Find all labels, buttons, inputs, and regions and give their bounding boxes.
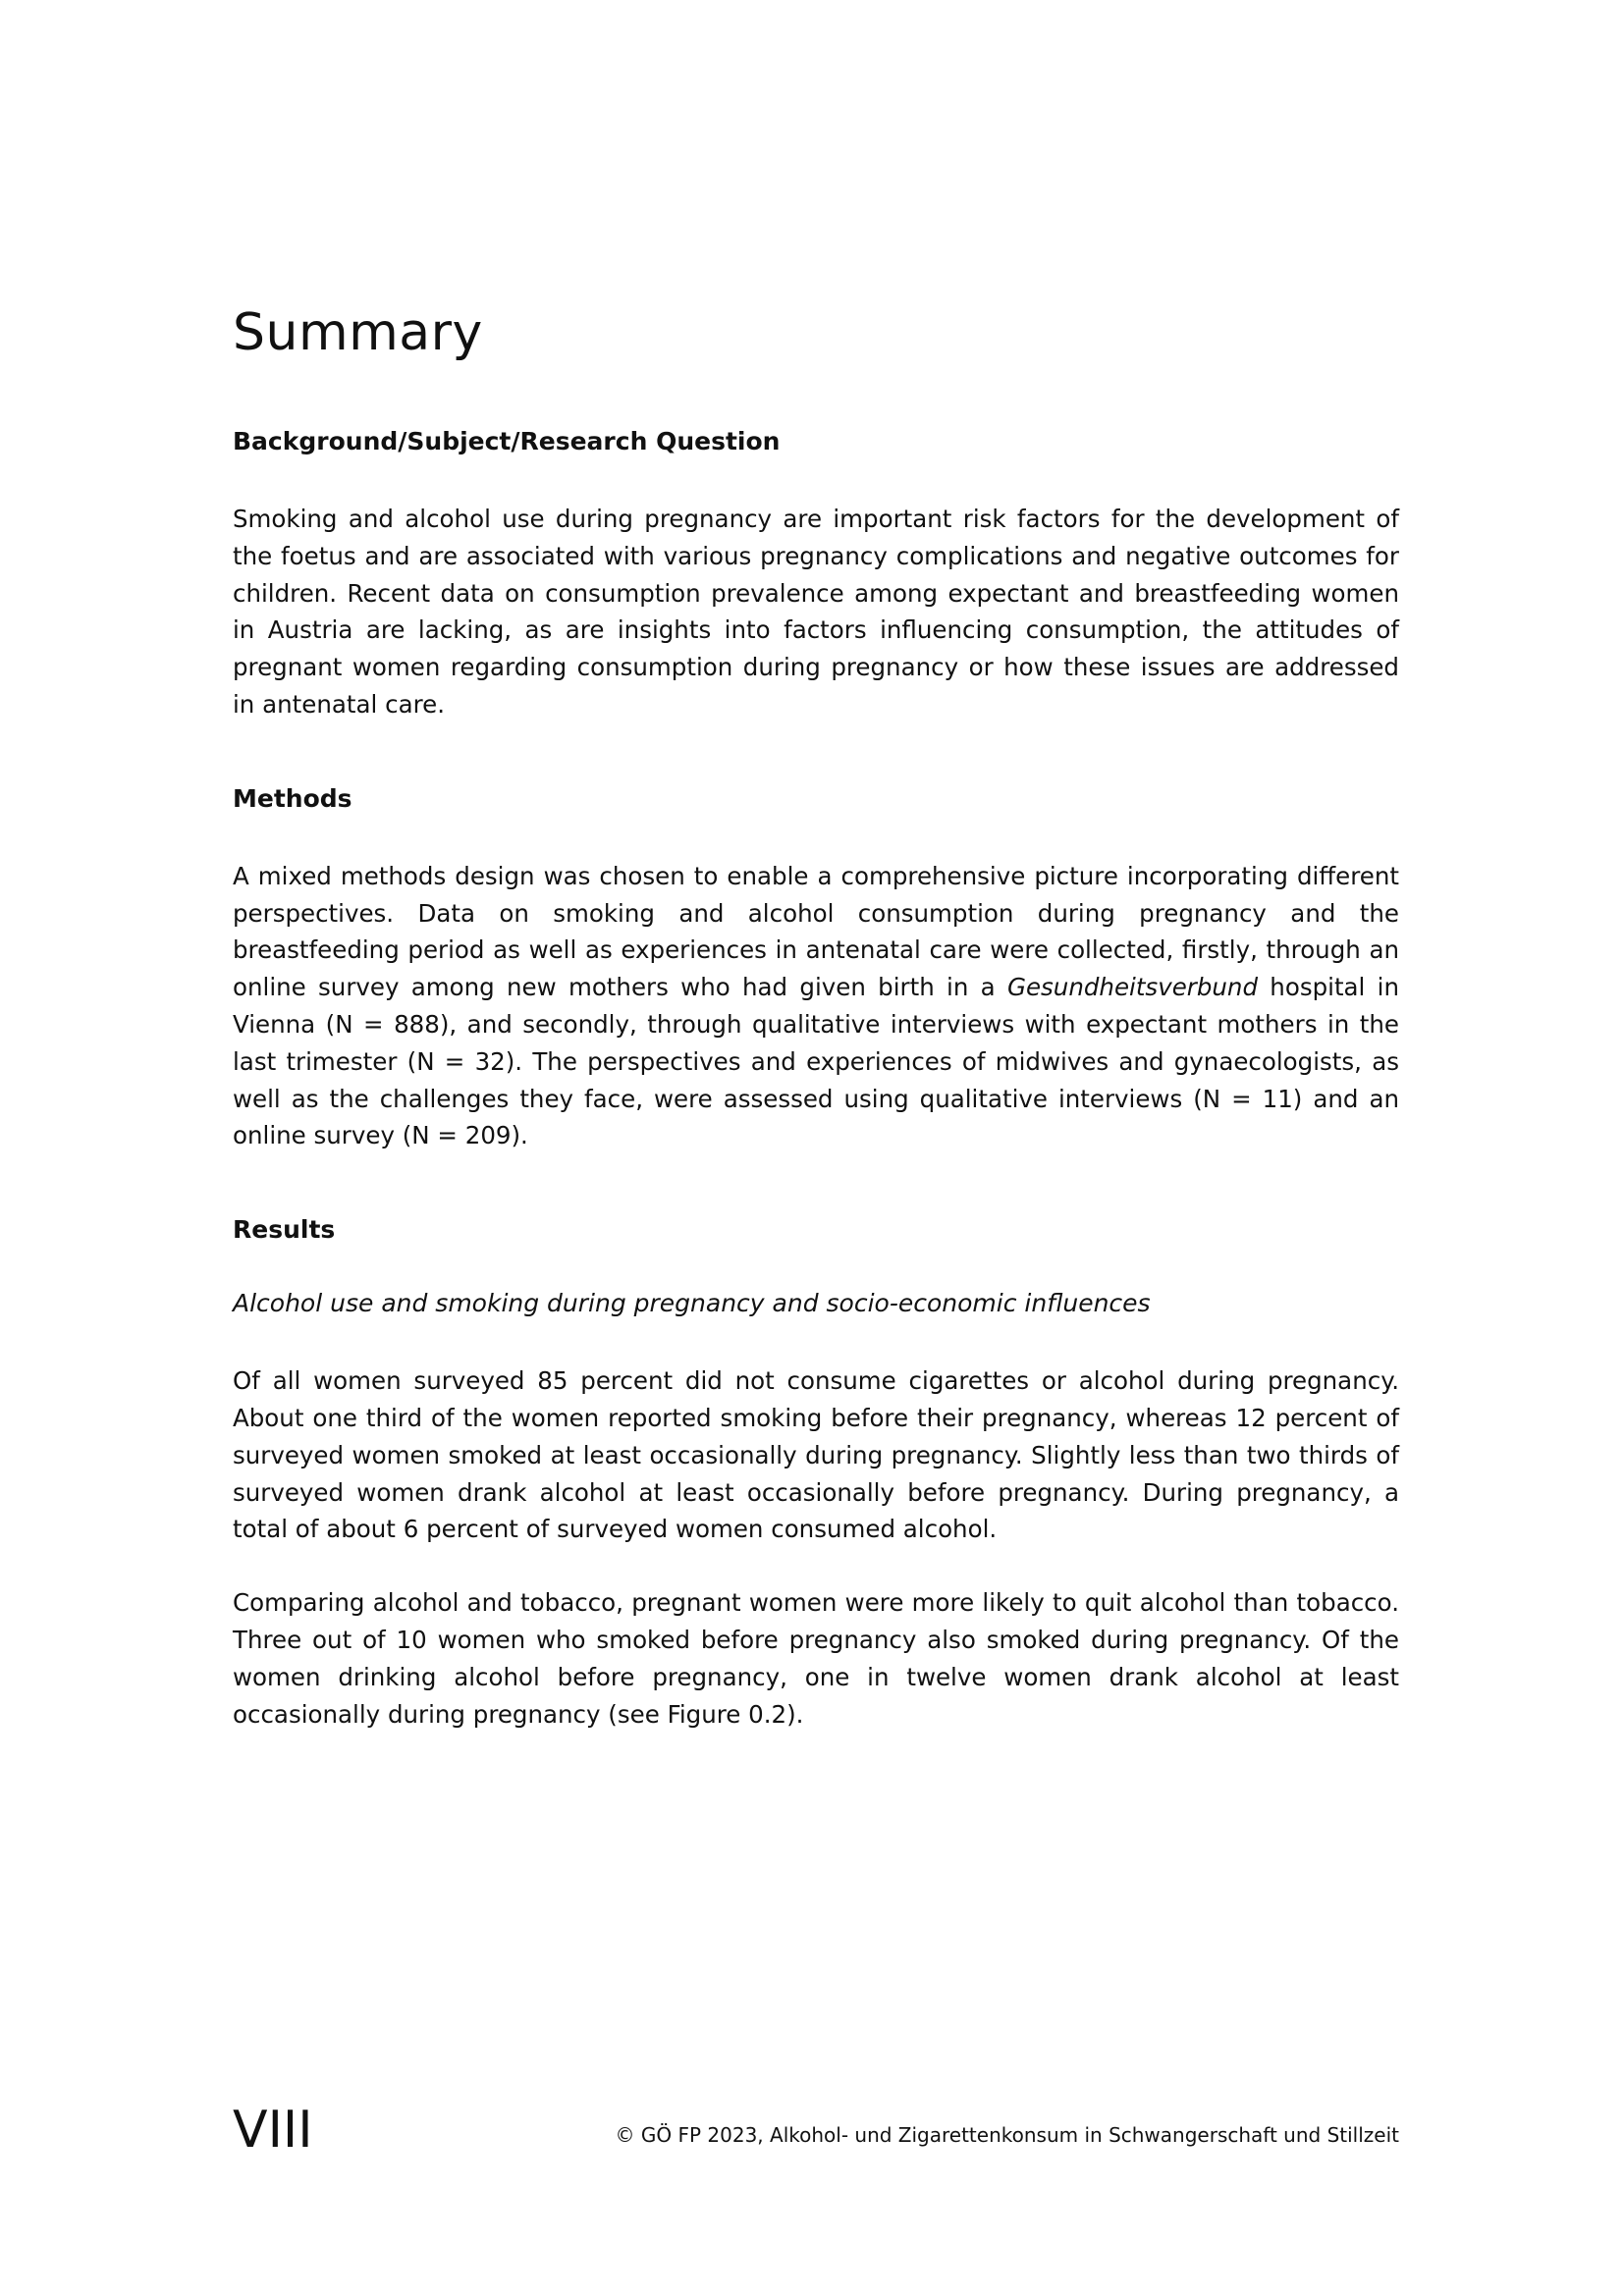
methods-heading: Methods xyxy=(233,783,352,813)
results-paragraph-1: Of all women surveyed 85 percent did not consume cigarettes or alcohol during pregnancy. About one third of the women reported smoking before their pregnancy, whereas 12 percent of surveyed women smoked at least occasionally during pregnancy. Slightly less than two thirds of surveyed women drank alcohol at least occasionally before pregnancy. During pregnancy, a total of about 6 percent of surveyed women consumed alcohol. xyxy=(233,1366,1399,1544)
page-title: Summary xyxy=(233,303,483,362)
methods-text-part1: A mixed methods design was chosen to enable a comprehensive picture incorporating different perspectives. Data on smoking and alcohol consumption during pregnancy and the breastfeeding period as well as experiences in antenatal care were collected, firstly, through an online survey among new mothers who had given birth in a xyxy=(233,861,1399,1002)
footer-copyright: © GÖ FP 2023, Alkohol- und Zigarettenkonsum in Schwangerschaft und Stillzeit xyxy=(615,2123,1399,2147)
results-heading: Results xyxy=(233,1215,336,1245)
summary-content xyxy=(233,427,1399,1733)
background-heading: Background/Subject/Research Question xyxy=(233,427,781,455)
page-number: VIII xyxy=(233,2101,313,2160)
background-paragraph: Smoking and alcohol use during pregnancy are important risk factors for the development of the foetus and are associated with various pregnancy complications and negative outcomes for children. Recent data on consumption prevalence among expectant and breastfeeding women in Austria are lacking, as are insights into factors influencing consumption, the attitudes of pregnant women regarding consumption during pregnancy or how these issues are addressed in antenatal care. xyxy=(233,505,1399,719)
methods-paragraph xyxy=(233,858,1399,1154)
methods-emphasis: Gesundheitsverbund xyxy=(1006,973,1258,1002)
results-paragraph-2: Comparing alcohol and tobacco, pregnant women were more likely to quit alcohol than tobacco. Three out of 10 women who smoked before pregnancy also smoked during pregnancy. Of the women drinking alcohol before pregnancy, one in twelve women drank alcohol at least occasionally during pregnancy (see Figure 0.2). xyxy=(233,1588,1399,1729)
methods-text-part2: hospital in Vienna (N = 888), and secondly, through qualitative interviews with expectant mothers in the last trimester (N = 32). The perspectives and experiences of midwives and gynaecologists, as well as the challenges they face, were assessed using qualitative interviews (N = 11) and an online survey (N = 209). xyxy=(233,973,1400,1150)
results-subheading: Alcohol use and smoking during pregnancy and socio-economic influences xyxy=(233,1289,1151,1318)
